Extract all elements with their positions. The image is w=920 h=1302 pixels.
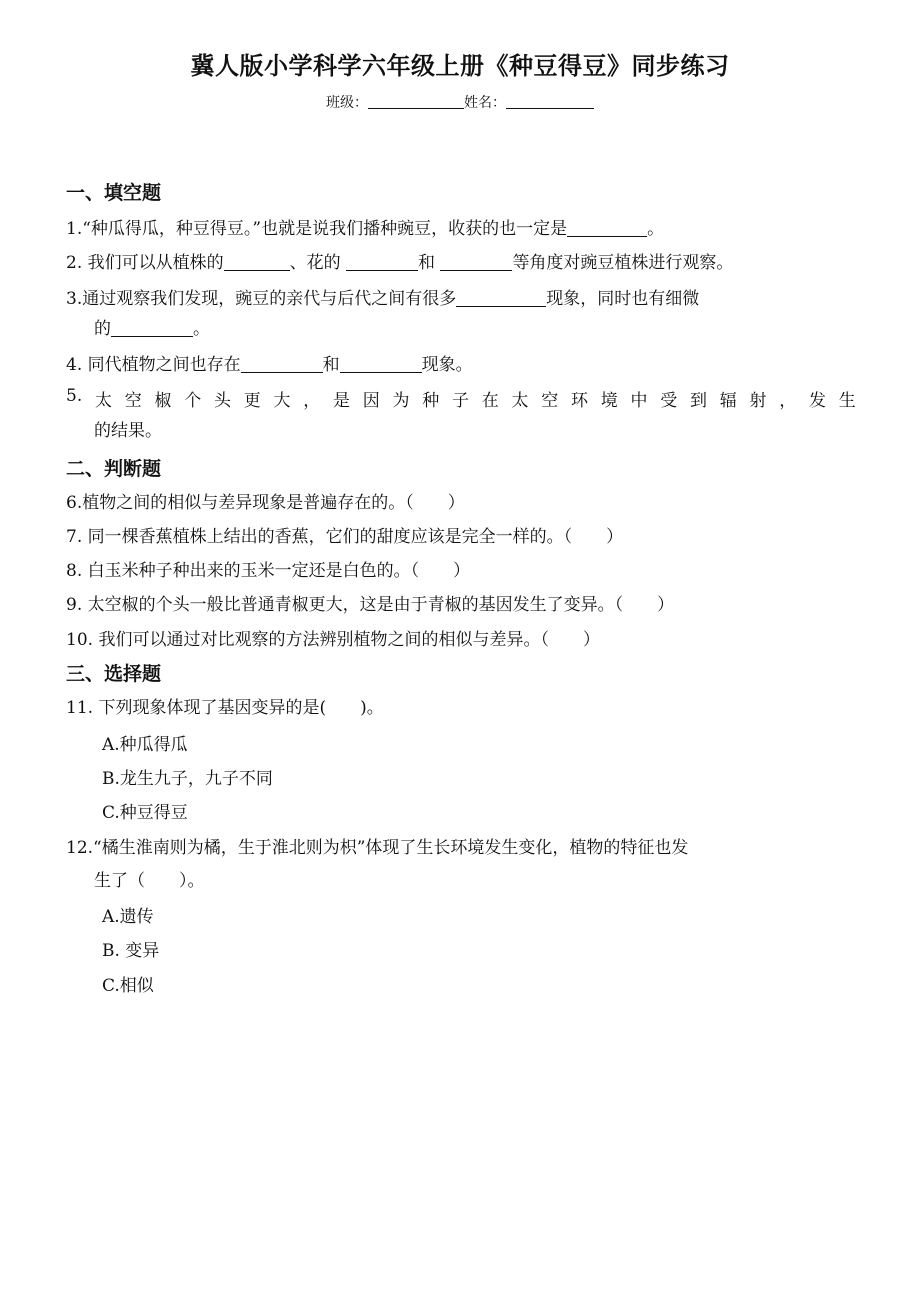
- q4-blank-1[interactable]: [241, 356, 323, 373]
- q4-text-a: 4. 同代植物之间也存在: [66, 355, 241, 375]
- question-6: 6.植物之间的相似与差异现象是普遍存在的。（ ）: [66, 493, 465, 513]
- q5-char: 中: [630, 391, 648, 411]
- q5-char: 因: [362, 391, 380, 411]
- q2-text-d: 等角度对豌豆植株进行观察。: [512, 253, 734, 273]
- q1-blank[interactable]: [567, 220, 647, 237]
- q5-char: 空: [541, 391, 559, 411]
- question-1: [66, 214, 664, 239]
- student-info: [0, 92, 920, 112]
- q5-char: 头: [213, 391, 231, 411]
- question-4: [66, 350, 473, 375]
- q2-blank-3[interactable]: [440, 254, 512, 271]
- question-3: [66, 284, 699, 309]
- q5-char: 生: [838, 391, 856, 411]
- q5-char: 发: [808, 391, 826, 411]
- section-choice-heading: 三、选择题: [66, 663, 162, 685]
- q5-char: 个: [184, 391, 202, 411]
- q5-char: 种: [422, 391, 440, 411]
- q3-text-d: 。: [193, 319, 210, 339]
- q2-text-c: 和: [418, 253, 441, 273]
- q5-char: 大: [273, 391, 291, 411]
- q5-char: 是: [332, 391, 350, 411]
- page-title: 冀人版小学科学六年级上册《种豆得豆》同步练习: [190, 52, 730, 80]
- q3-blank-1[interactable]: [456, 290, 546, 307]
- section-fill-heading: 一、填空题: [66, 182, 162, 204]
- question-7: 7. 同一棵香蕉植株上结出的香蕉，它们的甜度应该是完全一样的。（ ）: [66, 527, 624, 547]
- q11-option-b[interactable]: B.龙生九子，九子不同: [102, 769, 273, 789]
- question-10: 10. 我们可以通过对比观察的方法辨别植物之间的相似与差异。（ ）: [66, 630, 600, 650]
- q5-char: 子: [451, 391, 469, 411]
- question-8: 8. 白玉米种子种出来的玉米一定还是白色的。（ ）: [66, 561, 471, 581]
- question-5-continued: 的结果。: [94, 421, 162, 441]
- q2-text-a: 2. 我们可以从植株的: [66, 253, 224, 273]
- q5-char: 太: [94, 391, 112, 411]
- q4-text-b: 和: [322, 355, 340, 375]
- question-3-continued: [94, 314, 210, 339]
- name-label: 姓名：: [464, 95, 506, 111]
- q5-char: 在: [481, 391, 499, 411]
- q5-char: ，: [779, 391, 797, 411]
- q5-char: 到: [689, 391, 707, 411]
- question-5: [66, 386, 856, 411]
- q11-option-c[interactable]: C.种豆得豆: [102, 803, 188, 823]
- q5-char: 受: [660, 391, 678, 411]
- class-blank[interactable]: [368, 94, 464, 109]
- question-9: 9. 太空椒的个头一般比普通青椒更大，这是由于青椒的基因发生了变异。（ ）: [66, 595, 675, 615]
- q5-char: 为: [392, 391, 410, 411]
- q3-text-b: 现象，同时也有细微: [546, 289, 700, 309]
- q5-char: 5.: [66, 386, 83, 406]
- q2-text-b: 、花的: [289, 253, 347, 273]
- question-2: [66, 248, 733, 273]
- q5-char: 辐: [719, 391, 737, 411]
- q12-option-a[interactable]: A.遗传: [102, 907, 154, 927]
- q12-option-b[interactable]: B. 变异: [102, 941, 160, 961]
- q5-char: 射: [749, 391, 767, 411]
- q5-char: 更: [243, 391, 261, 411]
- q1-text: 1.“种瓜得瓜，种豆得豆。”也就是说我们播种豌豆，收获的也一定是: [66, 219, 568, 239]
- q2-blank-1[interactable]: [224, 254, 290, 271]
- q2-blank-2[interactable]: [346, 254, 418, 271]
- q5-char: 空: [124, 391, 142, 411]
- q5-char: 椒: [154, 391, 172, 411]
- q12-option-c[interactable]: C.相似: [102, 976, 154, 996]
- q4-blank-2[interactable]: [340, 356, 422, 373]
- q5-char: ，: [303, 391, 321, 411]
- q4-text-c: 现象。: [421, 355, 473, 375]
- question-12: 12.“橘生淮南则为橘，生于淮北则为枳”体现了生长环境发生变化，植物的特征也发: [66, 838, 689, 858]
- q5-char: 环: [570, 391, 588, 411]
- q11-option-a[interactable]: A.种瓜得瓜: [102, 735, 188, 755]
- q3-text-a: 3.通过观察我们发现，豌豆的亲代与后代之间有很多: [66, 289, 457, 309]
- name-blank[interactable]: [506, 94, 594, 109]
- question-11: 11. 下列现象体现了基因变异的是( )。: [66, 698, 384, 718]
- section-judge-heading: 二、判断题: [66, 458, 162, 480]
- q5-char: 太: [511, 391, 529, 411]
- class-label: 班级：: [326, 95, 368, 111]
- q1-end: 。: [647, 219, 665, 239]
- q3-text-c: 的: [94, 319, 111, 339]
- q5-char: 境: [600, 391, 618, 411]
- question-12-continued: 生了（ ）。: [94, 871, 205, 891]
- q3-blank-2[interactable]: [111, 320, 193, 337]
